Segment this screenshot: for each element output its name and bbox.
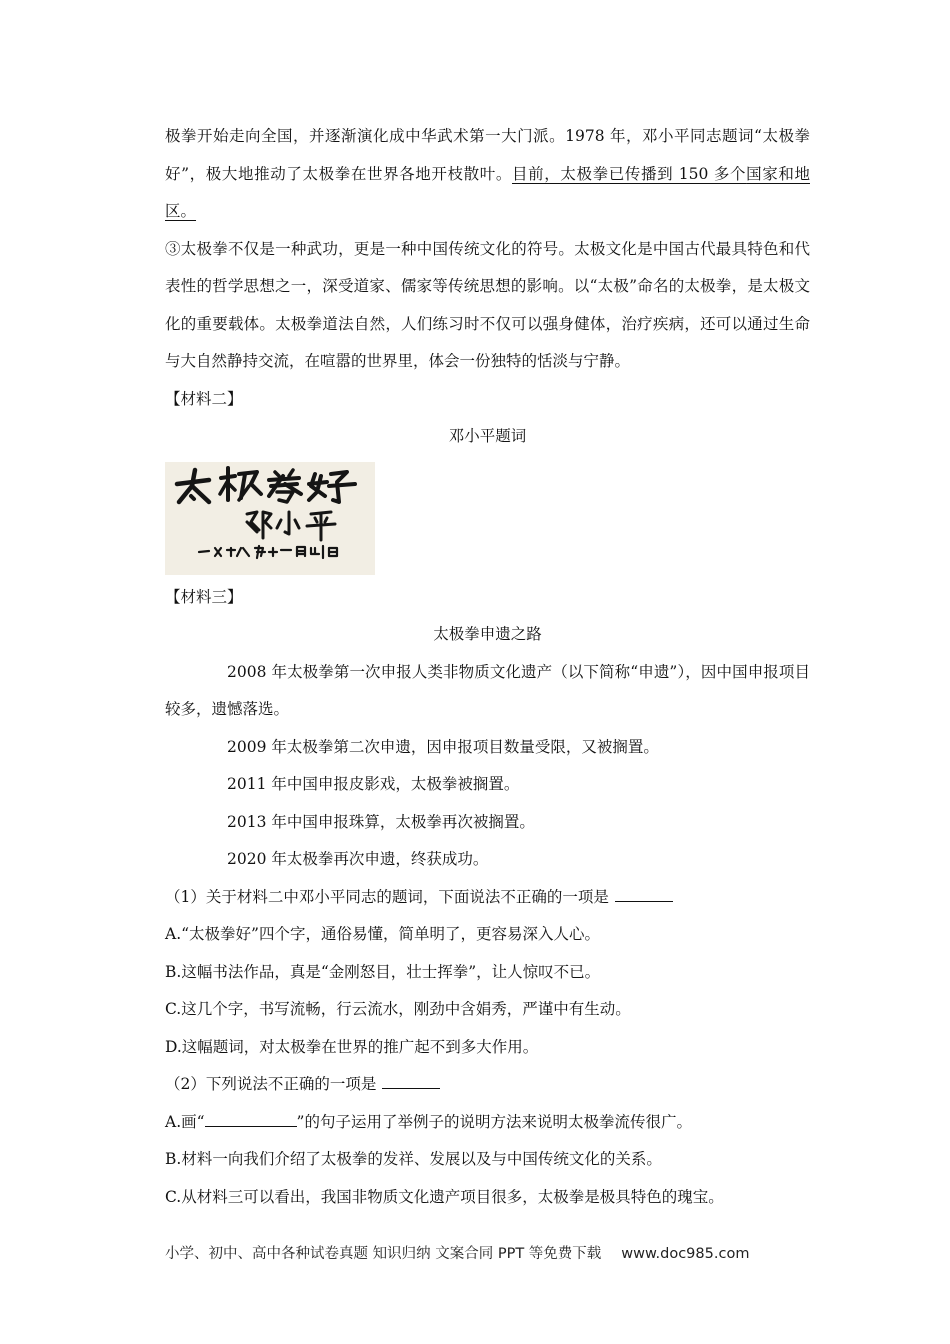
timeline-item-2020: 2020 年太极拳再次申遗，终获成功。 [227,850,489,868]
question1-option-a: A.“太极拳好”四个字，通俗易懂，简单明了，更容易深入人心。 [165,925,600,943]
question1-option-b: B.这幅书法作品，真是“金刚怒目，壮士挥拳”，让人惊叹不已。 [165,962,601,981]
paragraph-line: 极拳开始走向全国，并逐渐演化成中华武术第一大门派。1978 年，邓小平同志题词“太 [165,127,779,145]
document-body [165,118,810,1216]
calligraphy-image [165,462,375,575]
material3-title: 太极拳申遗之路 [433,625,542,643]
answer-blank[interactable] [615,887,673,902]
material1-paragraph2 [165,118,810,231]
footer-text: 小学、初中、高中各种试卷真题 知识归纳 文案合同 PPT 等免费下载 [165,1246,602,1262]
timeline-item-2008: 2008 年太极拳第一次申报人类非物质文化遗产（以下简称“申遗”），因中国申报项目较多，遗憾落选。 [165,662,810,718]
option-a-prefix: A.画“ [165,1112,205,1131]
material2-heading: 【材料二】 [165,389,243,408]
question2-option-b: B.材料一向我们介绍了太极拳的发祥、发展以及与中国传统文化的关系。 [165,1150,662,1168]
footer-link[interactable]: www.doc985.com [621,1246,750,1262]
question2-option-c: C.从材料三可以看出，我国非物质文化遗产项目很多，太极拳是极具特色的瑰宝。 [165,1187,724,1206]
question2-stem [165,1066,810,1104]
calligraphy-artwork [165,462,375,575]
question1-option-d: D.这幅题词，对太极拳在世界的推广起不到多大作用。 [165,1037,539,1056]
option-a-suffix: ”的句子运用了举例子的说明方法来说明太极拳流传很广。 [296,1112,692,1131]
question2-stem-text: （2）下列说法不正确的一项是 [165,1075,377,1093]
material2-caption: 邓小平题词 [448,427,527,445]
underlined-sentence-end: 国家和地区。 [165,164,810,220]
underlined-sentence: 目前，太极拳已传播到 150 多个 [512,164,747,183]
timeline-item-2009: 2009 年太极拳第二次申遗，因申报项目数量受限，又被搁置。 [227,737,659,756]
timeline-item-2013: 2013 年中国申报珠算，太极拳再次被搁置。 [227,812,535,831]
question1-stem-text: （1）关于材料二中邓小平同志的题词，下面说法不正确的一项是 [165,887,609,906]
answer-blank[interactable] [382,1074,440,1089]
timeline-item-2011: 2011 年中国申报皮影戏，太极拳被搁置。 [227,775,520,793]
material1-paragraph3: ③太极拳不仅是一种武功，更是一种中国传统文化的符号。太极文化是中国古代最具特色和代表性的哲学思想之一，深受道家、儒家等传统思想的影响。以“太极”命名的太极拳，是太极文化的重要载体。太极拳道法自然，人们练习时不仅可以强身健体，治疗疾病，还可以通过生命与大自然静持交流，在喧嚣的世界里，体会一份独特的恬淡与宁静。 [165,239,810,370]
material3-heading: 【材料三】 [165,587,243,606]
question1-stem [165,879,810,917]
option-a-blank [205,1112,297,1127]
question2-option-a [165,1104,810,1142]
paragraph-text: 极拳好”，极大地推动了太极拳在世界各地开枝散叶。 [165,127,810,183]
page-footer [165,1242,805,1263]
question1-option-c: C.这几个字，书写流畅，行云流水，刚劲中含娟秀，严谨中有生动。 [165,1000,631,1018]
